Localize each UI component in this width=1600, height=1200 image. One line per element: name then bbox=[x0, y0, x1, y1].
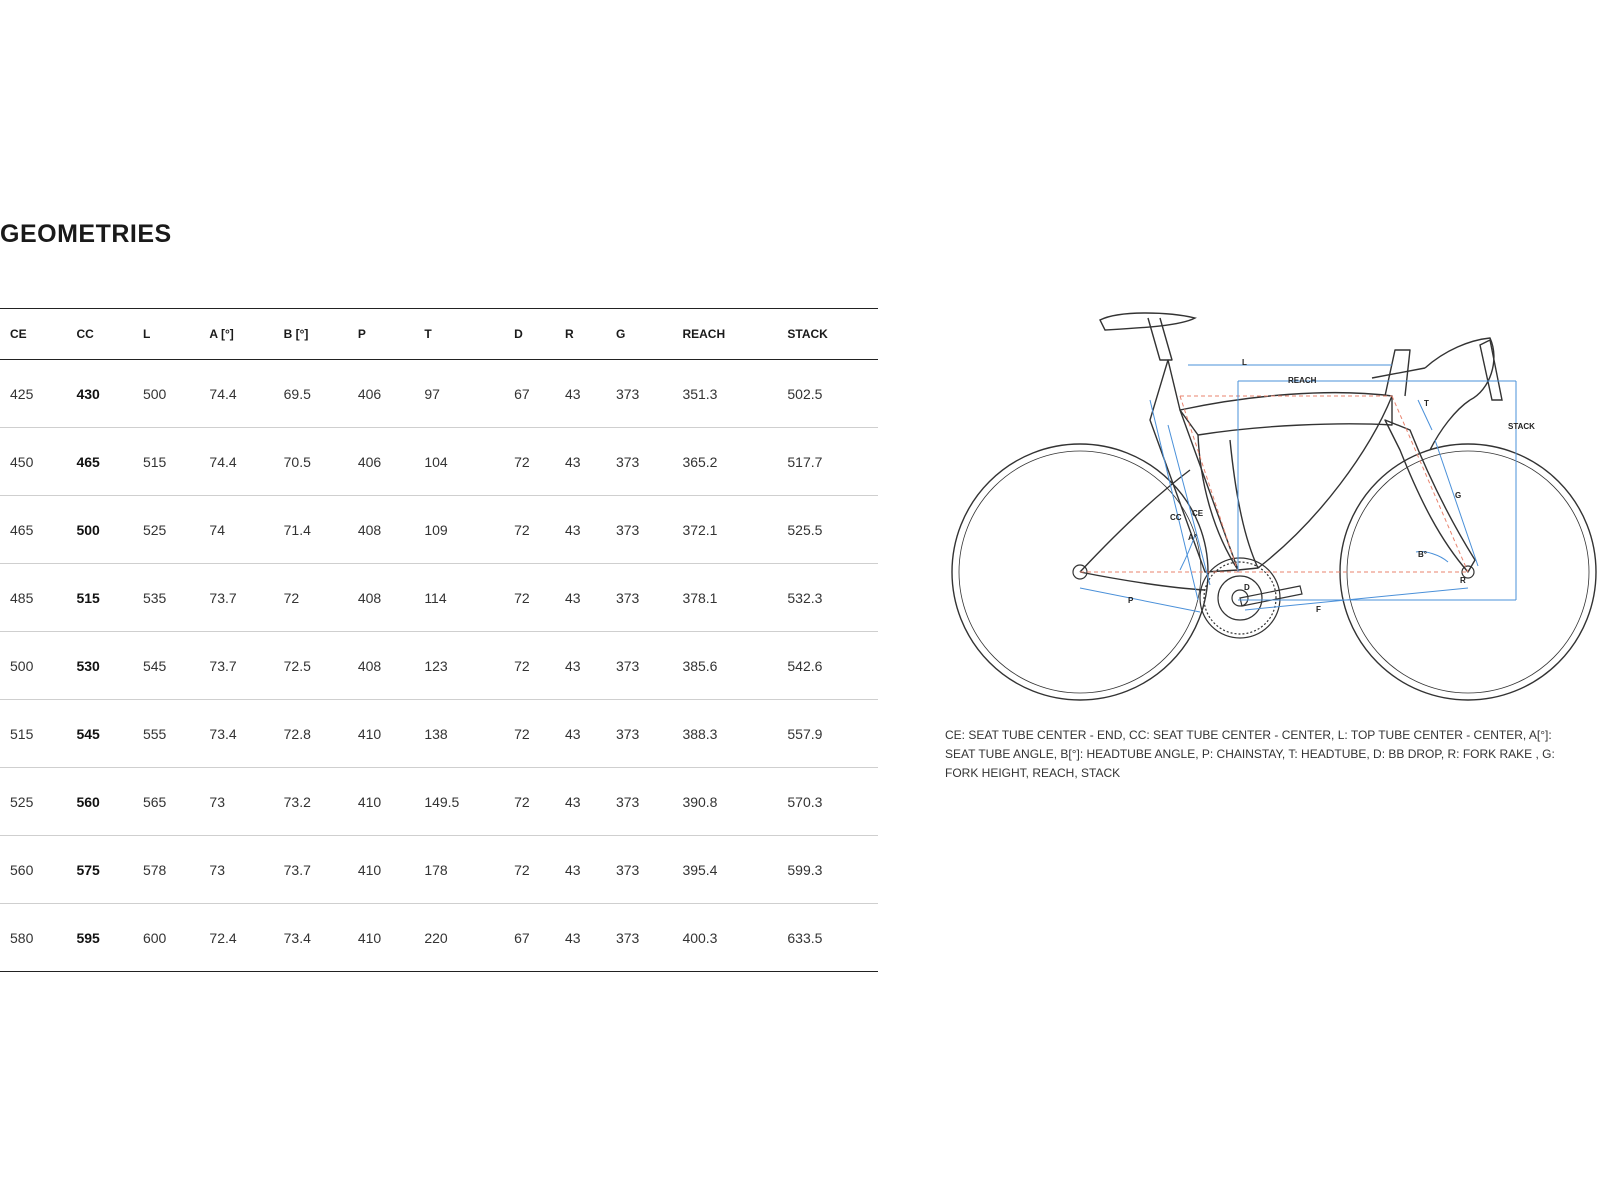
table-cell: 351.3 bbox=[672, 360, 777, 428]
dim-label-l: L bbox=[1242, 358, 1247, 367]
table-cell: 580 bbox=[0, 904, 66, 972]
table-cell: 388.3 bbox=[672, 700, 777, 768]
table-cell: 400.3 bbox=[672, 904, 777, 972]
table-cell: 565 bbox=[133, 768, 199, 836]
table-cell: 545 bbox=[133, 632, 199, 700]
table-cell: 600 bbox=[133, 904, 199, 972]
table-cell: 372.1 bbox=[672, 496, 777, 564]
table-cell: 67 bbox=[504, 360, 555, 428]
table-cell: 515 bbox=[133, 428, 199, 496]
header-row bbox=[0, 309, 878, 360]
table-cell: 73.7 bbox=[199, 632, 273, 700]
table-cell: 555 bbox=[133, 700, 199, 768]
column-header: CE bbox=[0, 309, 66, 360]
table-cell: 530 bbox=[66, 632, 132, 700]
table-cell: 525 bbox=[133, 496, 199, 564]
dim-label-a: A° bbox=[1188, 533, 1197, 542]
table-cell: 430 bbox=[66, 360, 132, 428]
table-cell: 138 bbox=[414, 700, 504, 768]
table-cell: 633.5 bbox=[777, 904, 878, 972]
bike-frame bbox=[1080, 318, 1475, 590]
table-row bbox=[0, 700, 878, 768]
table-cell: 525 bbox=[0, 768, 66, 836]
table-cell: 73.7 bbox=[274, 836, 348, 904]
dim-label-f: F bbox=[1316, 605, 1321, 614]
table-cell: 97 bbox=[414, 360, 504, 428]
table-cell: 72 bbox=[504, 632, 555, 700]
table-cell: 373 bbox=[606, 904, 672, 972]
table-row bbox=[0, 632, 878, 700]
table-cell: 570.3 bbox=[777, 768, 878, 836]
geometry-lines bbox=[1080, 396, 1468, 572]
table-cell: 71.4 bbox=[274, 496, 348, 564]
table-cell: 123 bbox=[414, 632, 504, 700]
table-cell: 408 bbox=[348, 632, 414, 700]
table-cell: 599.3 bbox=[777, 836, 878, 904]
table-cell: 149.5 bbox=[414, 768, 504, 836]
table-cell: 70.5 bbox=[274, 428, 348, 496]
column-header: L bbox=[133, 309, 199, 360]
dim-label-d: D bbox=[1244, 583, 1250, 592]
crankset bbox=[1200, 558, 1302, 638]
column-header: CC bbox=[66, 309, 132, 360]
table-cell: 43 bbox=[555, 632, 606, 700]
dim-label-ce: CE bbox=[1192, 509, 1204, 518]
table-cell: 390.8 bbox=[672, 768, 777, 836]
table-cell: 365.2 bbox=[672, 428, 777, 496]
table-cell: 74 bbox=[199, 496, 273, 564]
table-cell: 73.4 bbox=[274, 904, 348, 972]
table-cell: 465 bbox=[66, 428, 132, 496]
table-cell: 69.5 bbox=[274, 360, 348, 428]
table-body bbox=[0, 360, 878, 972]
table-cell: 73.7 bbox=[199, 564, 273, 632]
table-cell: 72 bbox=[504, 768, 555, 836]
table-cell: 104 bbox=[414, 428, 504, 496]
table-cell: 43 bbox=[555, 836, 606, 904]
table-cell: 450 bbox=[0, 428, 66, 496]
dim-label-stack: STACK bbox=[1508, 422, 1535, 431]
table-cell: 43 bbox=[555, 700, 606, 768]
table-cell: 517.7 bbox=[777, 428, 878, 496]
table-cell: 575 bbox=[66, 836, 132, 904]
table-cell: 72.8 bbox=[274, 700, 348, 768]
column-header: P bbox=[348, 309, 414, 360]
table-cell: 385.6 bbox=[672, 632, 777, 700]
table-header bbox=[0, 309, 878, 360]
table-cell: 373 bbox=[606, 496, 672, 564]
table-cell: 109 bbox=[414, 496, 504, 564]
geometry-table bbox=[0, 308, 878, 972]
table-cell: 500 bbox=[66, 496, 132, 564]
table-cell: 502.5 bbox=[777, 360, 878, 428]
table-row bbox=[0, 360, 878, 428]
table-cell: 73 bbox=[199, 768, 273, 836]
table-cell: 410 bbox=[348, 904, 414, 972]
table-cell: 542.6 bbox=[777, 632, 878, 700]
table-row bbox=[0, 836, 878, 904]
table-cell: 178 bbox=[414, 836, 504, 904]
table-row bbox=[0, 428, 878, 496]
dim-label-b: B° bbox=[1418, 550, 1427, 559]
table-cell: 73.2 bbox=[274, 768, 348, 836]
table-cell: 408 bbox=[348, 496, 414, 564]
table-cell: 73 bbox=[199, 836, 273, 904]
table-cell: 395.4 bbox=[672, 836, 777, 904]
dim-label-t: T bbox=[1424, 399, 1429, 408]
table-cell: 43 bbox=[555, 496, 606, 564]
table-row bbox=[0, 496, 878, 564]
table-cell: 425 bbox=[0, 360, 66, 428]
table-cell: 114 bbox=[414, 564, 504, 632]
table-cell: 557.9 bbox=[777, 700, 878, 768]
table-row bbox=[0, 768, 878, 836]
table-cell: 373 bbox=[606, 564, 672, 632]
table-cell: 406 bbox=[348, 360, 414, 428]
table-cell: 406 bbox=[348, 428, 414, 496]
table-row bbox=[0, 564, 878, 632]
column-header: REACH bbox=[672, 309, 777, 360]
table-cell: 43 bbox=[555, 564, 606, 632]
table-cell: 72 bbox=[504, 836, 555, 904]
table-cell: 373 bbox=[606, 700, 672, 768]
table-cell: 72 bbox=[504, 564, 555, 632]
table-cell: 43 bbox=[555, 904, 606, 972]
table-cell: 525.5 bbox=[777, 496, 878, 564]
table-cell: 373 bbox=[606, 428, 672, 496]
table-cell: 532.3 bbox=[777, 564, 878, 632]
table-cell: 67 bbox=[504, 904, 555, 972]
table-cell: 560 bbox=[66, 768, 132, 836]
table-cell: 485 bbox=[0, 564, 66, 632]
bike-geometry-diagram bbox=[940, 300, 1600, 710]
table-cell: 535 bbox=[133, 564, 199, 632]
dim-label-reach: REACH bbox=[1288, 376, 1317, 385]
table-cell: 72 bbox=[504, 496, 555, 564]
table-cell: 43 bbox=[555, 428, 606, 496]
table-cell: 500 bbox=[133, 360, 199, 428]
table-cell: 373 bbox=[606, 360, 672, 428]
table-cell: 43 bbox=[555, 360, 606, 428]
table-cell: 378.1 bbox=[672, 564, 777, 632]
table-cell: 72 bbox=[504, 700, 555, 768]
table-row bbox=[0, 904, 878, 972]
table-cell: 72 bbox=[504, 428, 555, 496]
saddle bbox=[1100, 313, 1195, 330]
table-cell: 220 bbox=[414, 904, 504, 972]
table-cell: 373 bbox=[606, 632, 672, 700]
table-cell: 560 bbox=[0, 836, 66, 904]
table-cell: 595 bbox=[66, 904, 132, 972]
table-cell: 515 bbox=[66, 564, 132, 632]
column-header: G bbox=[606, 309, 672, 360]
dim-label-cc: CC bbox=[1170, 513, 1182, 522]
page-title: GEOMETRIES bbox=[0, 220, 172, 248]
dimension-lines bbox=[1080, 365, 1516, 612]
abbreviation-legend: CE: SEAT TUBE CENTER - END, CC: SEAT TUBE CENTER - CENTER, L: TOP TUBE CENTER - CENTER, A[°]: SEAT TUBE ANGLE, B[°]: HEADTUBE ANGLE, P: CHAINSTAY, T: HEADTUBE, D: BB DROP, R: FORK RAKE , G: FORK HEIGHT, REACH, STACK bbox=[945, 728, 1555, 780]
table-cell: 73.4 bbox=[199, 700, 273, 768]
table-cell: 74.4 bbox=[199, 360, 273, 428]
dim-label-g: G bbox=[1455, 491, 1462, 500]
table-cell: 43 bbox=[555, 768, 606, 836]
table-cell: 373 bbox=[606, 836, 672, 904]
table-cell: 500 bbox=[0, 632, 66, 700]
column-header: T bbox=[414, 309, 504, 360]
table-cell: 515 bbox=[0, 700, 66, 768]
table-cell: 373 bbox=[606, 768, 672, 836]
table-cell: 410 bbox=[348, 836, 414, 904]
table-cell: 410 bbox=[348, 768, 414, 836]
column-header: B [°] bbox=[274, 309, 348, 360]
table-cell: 465 bbox=[0, 496, 66, 564]
table-cell: 72 bbox=[274, 564, 348, 632]
table-cell: 545 bbox=[66, 700, 132, 768]
column-header: D bbox=[504, 309, 555, 360]
column-header: A [°] bbox=[199, 309, 273, 360]
column-header: R bbox=[555, 309, 606, 360]
table-cell: 72.4 bbox=[199, 904, 273, 972]
table-cell: 578 bbox=[133, 836, 199, 904]
table-cell: 74.4 bbox=[199, 428, 273, 496]
dim-label-r: R bbox=[1460, 576, 1466, 585]
table-cell: 408 bbox=[348, 564, 414, 632]
table-cell: 410 bbox=[348, 700, 414, 768]
table-cell: 72.5 bbox=[274, 632, 348, 700]
column-header: STACK bbox=[777, 309, 878, 360]
dim-label-p: P bbox=[1128, 596, 1134, 605]
